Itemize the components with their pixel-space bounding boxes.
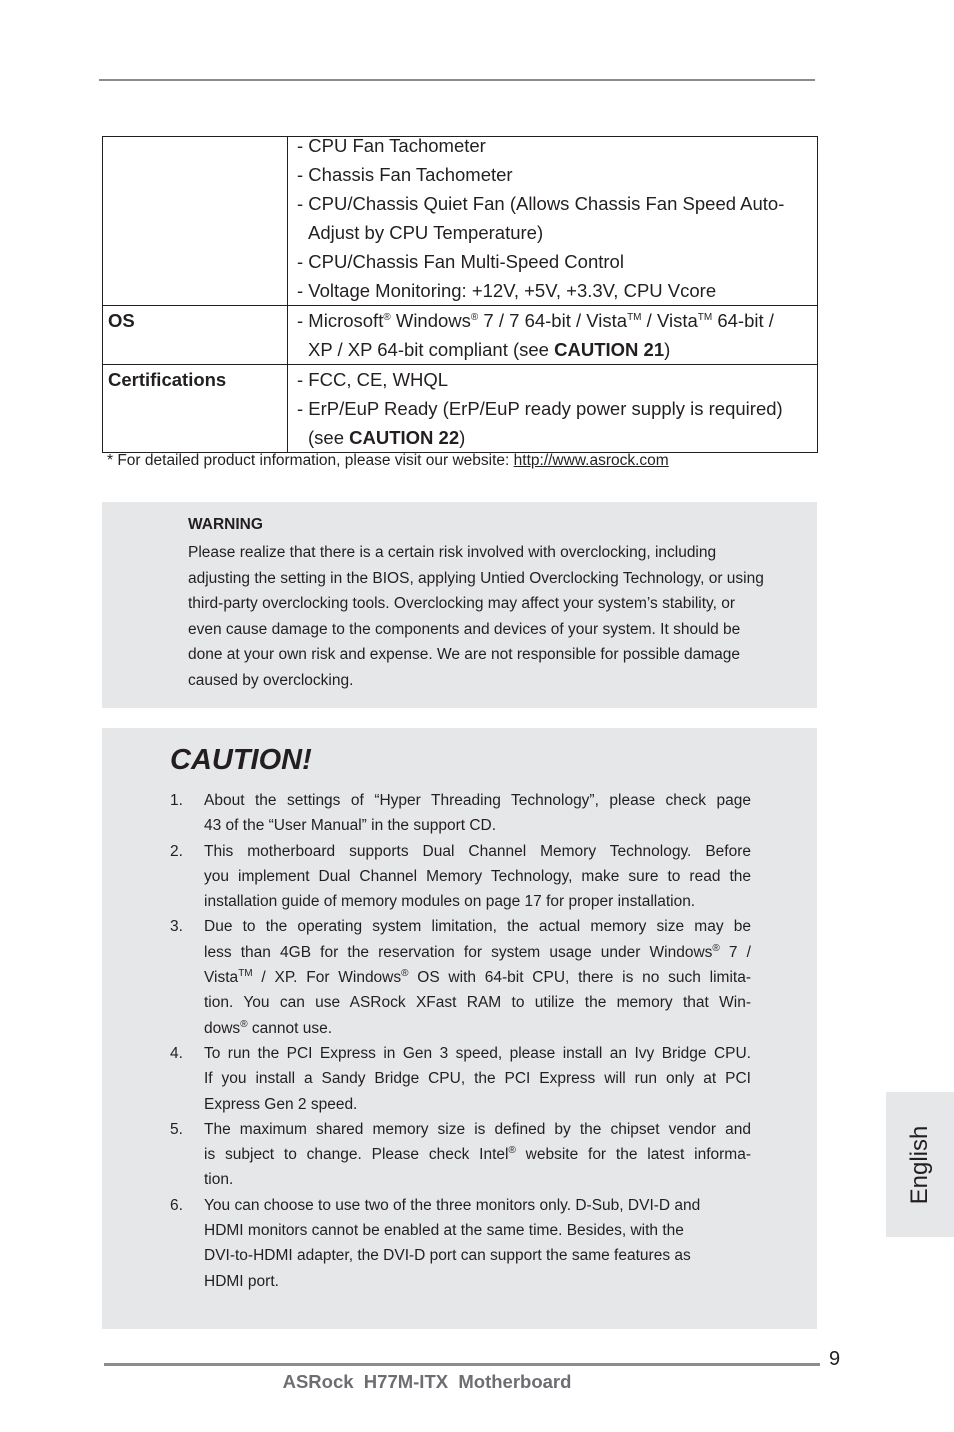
language-tab-label: English [906, 1125, 933, 1204]
warning-text [188, 540, 764, 693]
spec-row-certifications [103, 365, 818, 453]
item-line: you implement Dual Channel Memory Technology, make sure to read the [204, 867, 751, 885]
spec-line: - CPU/Chassis Quiet Fan (Allows Chassis Fan Speed Auto- [297, 193, 785, 214]
item-line: HDMI port. [204, 1272, 279, 1290]
item-text: / XP. For Windows [252, 969, 402, 987]
item-text: OS with 64-bit CPU, there is no such limita- [408, 969, 751, 987]
item-number: 2. [170, 842, 183, 860]
item-text: website for the latest informa- [515, 1146, 751, 1164]
caution-list [168, 788, 751, 1294]
spec-label-os: OS [103, 306, 288, 365]
item-line: Due to the operating system limitation, the actual memory size may be [204, 918, 751, 936]
spec-row-monitoring [103, 137, 818, 306]
registered-mark: ® [240, 1018, 248, 1030]
warning-line: Please realize that there is a certain risk involved with overclocking, including [188, 544, 717, 561]
caution-item-1 [168, 788, 751, 839]
item-number: 5. [170, 1120, 183, 1138]
spec-value-monitoring [288, 137, 818, 306]
trademark-mark: TM [627, 311, 642, 323]
bottom-rule [104, 1363, 820, 1366]
spec-label-certifications: Certifications [103, 365, 288, 453]
spec-line [297, 423, 817, 452]
item-line: To run the PCI Express in Gen 3 speed, please install an Ivy Bridge CPU. [204, 1044, 751, 1062]
item-text: is subject to change. Please check Intel [204, 1146, 509, 1164]
page-number: 9 [829, 1348, 841, 1370]
text-xp: XP / XP 64-bit compliant (see [308, 339, 555, 360]
item-number: 4. [170, 1044, 183, 1062]
spec-line [297, 335, 817, 364]
item-number: 3. [170, 918, 183, 936]
text-paren: ) [459, 427, 466, 448]
caution-item-6 [168, 1193, 751, 1294]
warning-line: caused by overclocking. [188, 671, 354, 689]
warning-title: WARNING [188, 516, 263, 533]
caution-item-4 [168, 1041, 751, 1117]
spec-value-os [288, 306, 818, 365]
warning-line: done at your own risk and expense. We are not responsible for possible damage [188, 646, 741, 663]
registered-mark: ® [508, 1145, 516, 1156]
caution-ref: CAUTION 21 [554, 339, 665, 360]
item-line [204, 1016, 751, 1041]
trademark-mark: TM [697, 311, 713, 323]
item-text: dows [204, 1019, 241, 1037]
item-line: If you install a Sandy Bridge CPU, the PCI Express will run only at PCI [204, 1070, 751, 1088]
spec-line: - ErP/EuP Ready (ErP/EuP ready power supply is required) [297, 398, 783, 419]
text-windows: Windows [390, 310, 471, 331]
warning-line: adjusting the setting in the BIOS, applying Untied Overclocking Technology, or using [188, 569, 764, 587]
spec-value-certifications [288, 365, 818, 453]
item-text: cannot use. [247, 1019, 333, 1037]
item-number: 1. [170, 792, 183, 809]
caution-box [102, 728, 817, 1329]
item-line: tion. You can use ASRock XFast RAM to utilize the memory that Win- [204, 994, 751, 1012]
registered-mark: ® [383, 311, 391, 323]
footer-title: ASRock H77M-ITX Motherboard [282, 1371, 572, 1392]
item-line [204, 940, 751, 965]
caution-item-3 [168, 914, 751, 1040]
spec-line: - FCC, CE, WHQL [297, 369, 449, 390]
spec-table [102, 136, 818, 453]
text-microsoft: - Microsoft [297, 310, 384, 331]
spec-label-monitoring [103, 137, 288, 306]
caution-title: CAUTION! [170, 744, 312, 776]
caution-item-2 [168, 839, 751, 915]
caution-item-5 [168, 1117, 751, 1193]
text-see: (see [308, 427, 350, 448]
spec-line: - Chassis Fan Tachometer [297, 164, 513, 185]
warning-line: third-party overclocking tools. Overclocking may affect your system’s stability, or [188, 595, 736, 612]
item-line: HDMI monitors cannot be enabled at the same time. Besides, with the [204, 1222, 684, 1240]
warning-box [102, 502, 817, 708]
warning-line: even cause damage to the components and devices of your system. It should be [188, 620, 741, 638]
trademark-mark: TM [238, 967, 253, 979]
spec-line: - CPU Fan Tachometer [297, 135, 486, 156]
spec-line [297, 306, 817, 335]
spec-line: - CPU/Chassis Fan Multi-Speed Control [297, 251, 624, 272]
text-vista: / Vista [641, 310, 698, 331]
spec-line: Adjust by CPU Temperature) [308, 222, 544, 243]
item-line: installation guide of memory modules on page 17 for proper installation. [204, 893, 696, 911]
language-tab [886, 1092, 954, 1237]
spec-line: - Voltage Monitoring: +12V, +5V, +3.3V, CPU Vcore [297, 280, 717, 301]
item-line [204, 1142, 751, 1167]
registered-mark: ® [712, 942, 720, 954]
item-line: This motherboard supports Dual Channel Memory Technology. Before [204, 842, 751, 860]
spec-row-os [103, 306, 818, 365]
text-windows-versions: 7 / 7 64-bit / Vista [478, 310, 628, 331]
registered-mark: ® [470, 311, 479, 323]
item-line: DVI-to-HDMI adapter, the DVI-D port can support the same features as [204, 1247, 691, 1265]
top-rule [99, 79, 815, 81]
item-text: 7 / [719, 943, 751, 961]
item-line: tion. [204, 1171, 234, 1189]
item-number: 6. [170, 1196, 183, 1214]
item-text: Vista [204, 969, 239, 987]
item-line: About the settings of “Hyper Threading Technology”, please check page [204, 792, 751, 809]
caution-ref: CAUTION 22 [349, 427, 460, 448]
item-line: Express Gen 2 speed. [204, 1095, 358, 1113]
registered-mark: ® [401, 967, 409, 979]
website-link[interactable]: http://www.asrock.com [513, 452, 669, 469]
text-vista-64: 64-bit / [712, 310, 774, 331]
item-text: less than 4GB for the reservation for system usage under Windows [204, 943, 713, 961]
item-line [204, 965, 751, 990]
item-line: The maximum shared memory size is defined by the chipset vendor and [204, 1120, 751, 1138]
footnote [107, 452, 669, 470]
item-line: You can choose to use two of the three monitors only. D-Sub, DVI-D and [204, 1196, 701, 1214]
text-paren: ) [664, 339, 671, 360]
footnote-text: * For detailed product information, please visit our website: [107, 452, 514, 469]
item-line: 43 of the “User Manual” in the support CD. [204, 817, 497, 835]
